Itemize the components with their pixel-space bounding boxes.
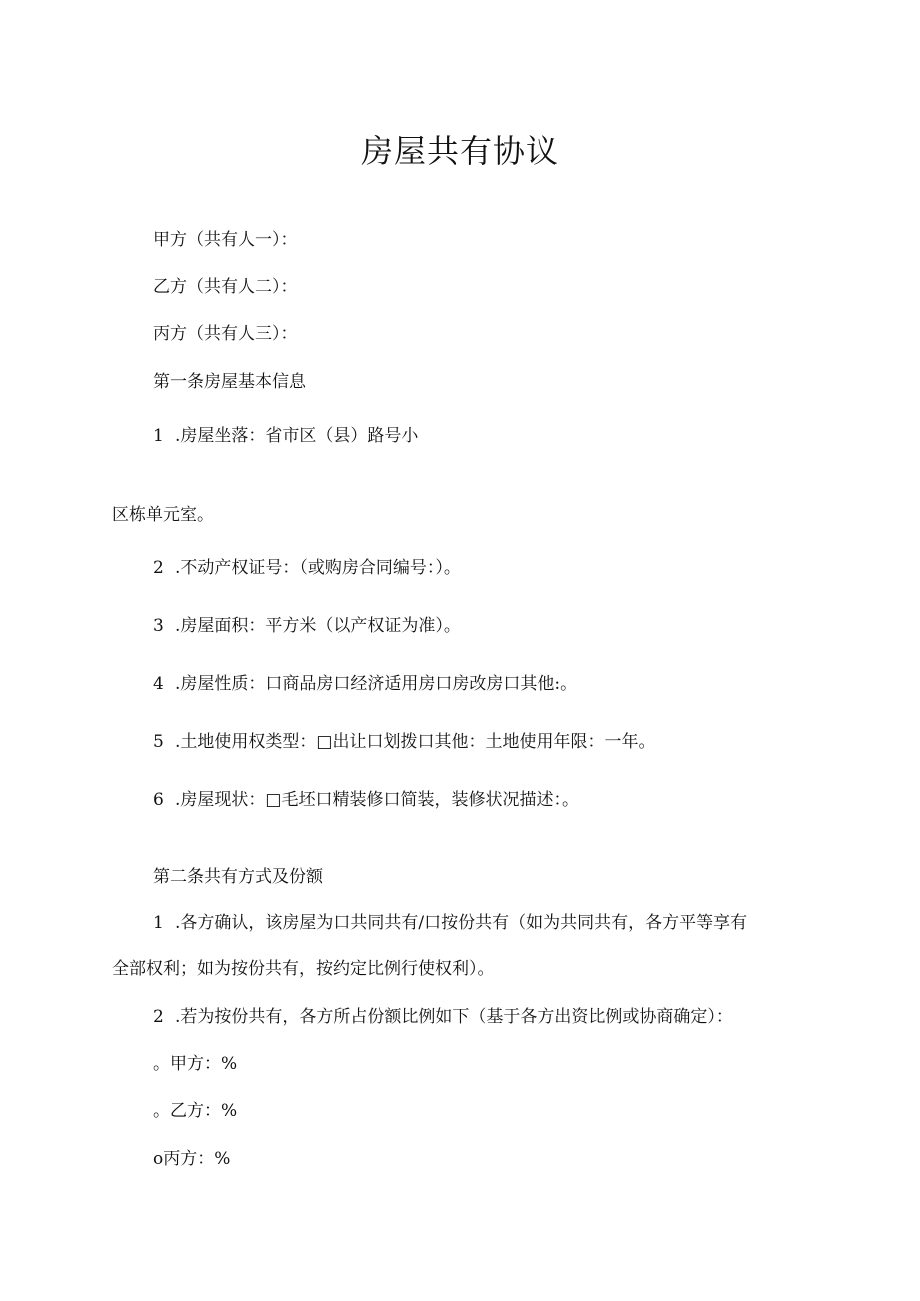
item-number: 3 [153,616,164,636]
item-text: .房屋现状：□毛坯口精装修口简装，装修状况描述：。 [175,790,579,810]
article1-item-2 [153,557,461,579]
item-text: .房屋坐落：省市区（县）路号小 [175,426,419,446]
article1-item-4 [153,673,577,695]
item-number: 2 [153,558,164,578]
item-number: 1 [153,426,164,446]
article1-heading: 第一条房屋基本信息 [153,372,306,392]
item-number: 5 [153,732,164,752]
share-party-a: 。甲方：% [153,1054,238,1074]
item-text: .房屋性质：口商品房口经济适用房口房改房口其他:。 [175,674,578,694]
article2-item-2 [153,1006,733,1028]
item-text: .各方确认，该房屋为口共同共有/口按份共有（如为共同共有，各方平等享有 [175,913,748,933]
item-number: 1 [153,913,164,933]
item-text: .若为按份共有，各方所占份额比例如下（基于各方出资比例或协商确定）： [175,1007,733,1027]
party-a-line: 甲方（共有人一）： [153,230,298,250]
item-text: .不动产权证号：（或购房合同编号：）。 [175,558,461,578]
article2-heading: 第二条共有方式及份额 [153,867,323,887]
article1-item-1 [153,425,418,447]
share-party-c: o丙方：% [153,1149,231,1169]
item-text: .房屋面积：平方米（以产权证为准）。 [175,616,461,636]
article1-item-6 [153,789,579,811]
item-number: 4 [153,674,164,694]
article2-item-1-line1 [153,912,747,934]
article1-item-3 [153,615,461,637]
article2-item-1-line2: 全部权利；如为按份共有，按约定比例行使权利）。 [112,959,495,979]
share-party-b: 。乙方：% [153,1101,238,1121]
item-text: .土地使用权类型：□出让口划拨口其他：土地使用年限：一年。 [175,732,656,752]
party-c-line: 丙方（共有人三）： [153,324,298,344]
document-title: 房屋共有协议 [360,132,559,170]
article1-item-1-continued: 区栋单元室。 [112,505,214,525]
item-number: 2 [153,1007,164,1027]
party-b-line: 乙方（共有人二）： [153,277,298,297]
item-number: 6 [153,790,164,810]
article1-item-5 [153,731,655,753]
